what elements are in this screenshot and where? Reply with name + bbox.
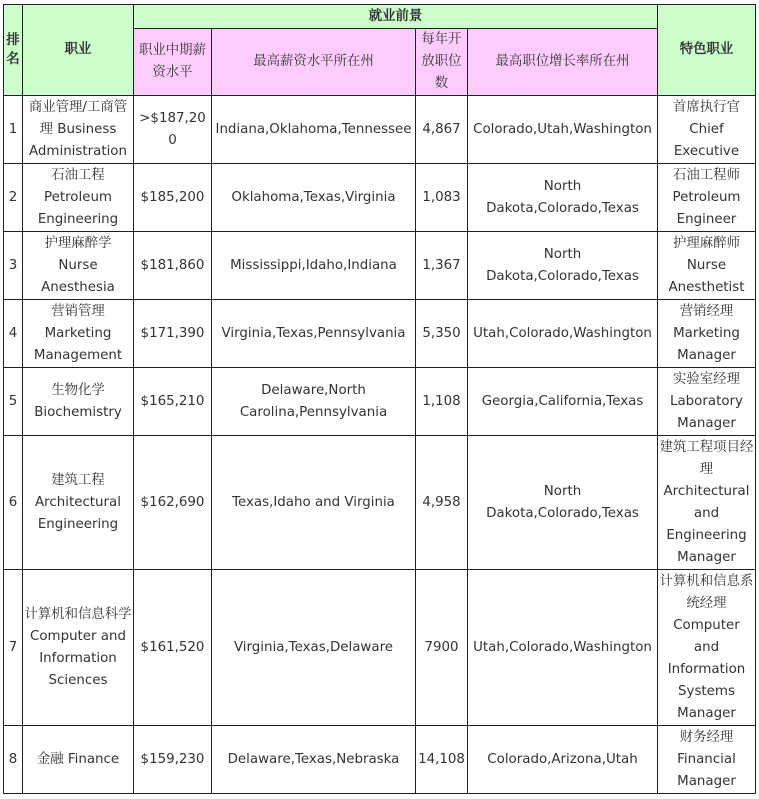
growth-states-header: 最高职位增长率所在州 — [468, 29, 658, 96]
rank-cell: 6 — [4, 436, 23, 570]
featured-job-cell: 建筑工程项目经理 Architectural and Engineering Manager — [658, 436, 756, 570]
major-cell: 计算机和信息科学 Computer and Information Sciences — [23, 570, 134, 726]
growth-states-cell: Utah,Colorado,Washington — [468, 570, 658, 726]
top-salary-states-cell: Virginia,Texas,Delaware — [212, 570, 416, 726]
featured-job-cell: 石油工程师 Petroleum Engineer — [658, 164, 756, 232]
growth-states-cell: North Dakota,Colorado,Texas — [468, 436, 658, 570]
major-cell: 商业管理/工商管理 Business Administration — [23, 96, 134, 164]
featured-job-header: 特色职业 — [658, 5, 756, 96]
openings-cell: 4,867 — [416, 96, 468, 164]
top-salary-states-header: 最高薪资水平所在州 — [212, 29, 416, 96]
featured-job-cell: 护理麻醉师 Nurse Anesthetist — [658, 232, 756, 300]
table-row — [4, 436, 756, 570]
salary-header: 职业中期薪资水平 — [134, 29, 212, 96]
salary-cell: $161,520 — [134, 570, 212, 726]
openings-cell: 5,350 — [416, 300, 468, 368]
salary-cell: >$187,200 — [134, 96, 212, 164]
salary-cell: $171,390 — [134, 300, 212, 368]
major-cell: 营销管理 Marketing Management — [23, 300, 134, 368]
table-row — [4, 96, 756, 164]
top-salary-states-cell: Oklahoma,Texas,Virginia — [212, 164, 416, 232]
openings-cell: 4,958 — [416, 436, 468, 570]
openings-cell: 1,083 — [416, 164, 468, 232]
table-row — [4, 232, 756, 300]
salary-cell: $165,210 — [134, 368, 212, 436]
salary-cell: $159,230 — [134, 726, 212, 794]
growth-states-cell: Utah,Colorado,Washington — [468, 300, 658, 368]
rank-cell: 5 — [4, 368, 23, 436]
table-row — [4, 726, 756, 794]
featured-job-cell: 营销经理 Marketing Manager — [658, 300, 756, 368]
table-row — [4, 570, 756, 726]
growth-states-cell: North Dakota,Colorado,Texas — [468, 164, 658, 232]
growth-states-cell: Georgia,California,Texas — [468, 368, 658, 436]
featured-job-cell: 实验室经理 Laboratory Manager — [658, 368, 756, 436]
table-row — [4, 300, 756, 368]
major-cell: 石油工程 Petroleum Engineering — [23, 164, 134, 232]
featured-job-cell: 首席执行官 Chief Executive — [658, 96, 756, 164]
featured-job-cell: 财务经理 Financial Manager — [658, 726, 756, 794]
outlook-group-header: 就业前景 — [134, 5, 658, 29]
major-cell: 生物化学 Biochemistry — [23, 368, 134, 436]
openings-cell: 1,108 — [416, 368, 468, 436]
major-cell: 护理麻醉学 Nurse Anesthesia — [23, 232, 134, 300]
table-row — [4, 164, 756, 232]
featured-job-cell: 计算机和信息系统经理 Computer and Information Systems Manager — [658, 570, 756, 726]
rank-cell: 7 — [4, 570, 23, 726]
salary-cell: $185,200 — [134, 164, 212, 232]
rank-cell: 2 — [4, 164, 23, 232]
career-table — [3, 4, 756, 794]
top-salary-states-cell: Delaware,Texas,Nebraska — [212, 726, 416, 794]
growth-states-cell: Colorado,Utah,Washington — [468, 96, 658, 164]
openings-cell: 7900 — [416, 570, 468, 726]
rank-cell: 8 — [4, 726, 23, 794]
top-salary-states-cell: Virginia,Texas,Pennsylvania — [212, 300, 416, 368]
major-header: 职业 — [23, 5, 134, 96]
growth-states-cell: North Dakota,Colorado,Texas — [468, 232, 658, 300]
rank-cell: 1 — [4, 96, 23, 164]
salary-cell: $162,690 — [134, 436, 212, 570]
top-salary-states-cell: Delaware,North Carolina,Pennsylvania — [212, 368, 416, 436]
top-salary-states-cell: Indiana,Oklahoma,Tennessee — [212, 96, 416, 164]
rank-cell: 4 — [4, 300, 23, 368]
openings-cell: 14,108 — [416, 726, 468, 794]
top-salary-states-cell: Texas,Idaho and Virginia — [212, 436, 416, 570]
table-row — [4, 368, 756, 436]
openings-header: 每年开放职位数 — [416, 29, 468, 96]
salary-cell: $181,860 — [134, 232, 212, 300]
major-cell: 金融 Finance — [23, 726, 134, 794]
top-salary-states-cell: Mississippi,Idaho,Indiana — [212, 232, 416, 300]
major-cell: 建筑工程 Architectural Engineering — [23, 436, 134, 570]
growth-states-cell: Colorado,Arizona,Utah — [468, 726, 658, 794]
rank-cell: 3 — [4, 232, 23, 300]
rank-header: 排名 — [4, 5, 23, 96]
openings-cell: 1,367 — [416, 232, 468, 300]
